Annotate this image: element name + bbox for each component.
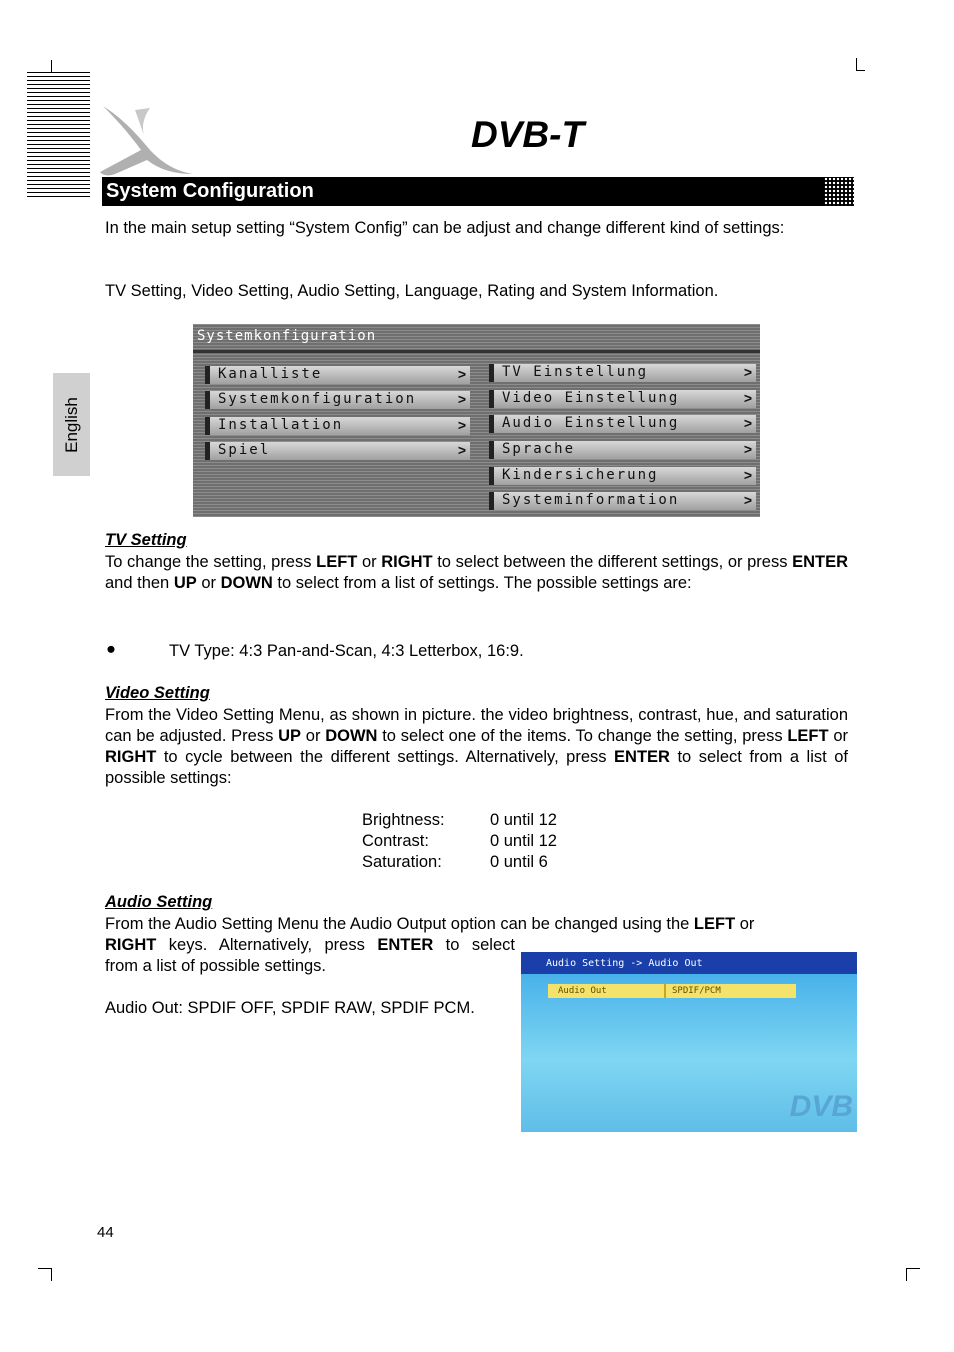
menu-item <box>489 441 756 459</box>
page-number: 44 <box>97 1224 114 1241</box>
chevron-right-icon: > <box>743 364 752 380</box>
tv-setting-heading: TV Setting <box>105 531 187 549</box>
section-title: System Configuration <box>106 180 314 202</box>
crop-mark-bottom-left <box>38 1268 52 1281</box>
menu-item-label: Audio Einstellung <box>502 415 680 431</box>
title-divider <box>193 350 760 353</box>
menu-item-label: Kindersicherung <box>502 467 659 483</box>
screen-title: Audio Setting -> Audio Out <box>546 958 703 969</box>
audio-setting-line2: RIGHT keys. Alternatively, press ENTER to select <box>105 936 515 954</box>
menu-item-label: Sprache <box>502 441 576 457</box>
range-row: Contrast: 0 until 12 <box>362 832 557 850</box>
chevron-right-icon: > <box>457 391 466 407</box>
audio-setting-heading: Audio Setting <box>105 893 213 911</box>
dot-pattern-icon <box>824 177 854 206</box>
audio-out-options: Audio Out: SPDIF OFF, SPDIF RAW, SPDIF PCM. <box>105 999 475 1017</box>
chevron-right-icon: > <box>743 492 752 508</box>
intro-list: TV Setting, Video Setting, Audio Setting, Language, Rating and System Information. <box>105 282 719 300</box>
chevron-right-icon: > <box>457 417 466 433</box>
audio-out-row <box>548 984 796 998</box>
audio-setting-screenshot <box>521 952 857 1132</box>
chevron-right-icon: > <box>743 467 752 483</box>
menu-item <box>205 417 470 435</box>
crop-mark-bottom-right <box>906 1268 920 1281</box>
audio-out-value: SPDIF/PCM <box>672 986 721 996</box>
language-tab <box>53 373 90 476</box>
menu-item <box>205 391 470 409</box>
tv-setting-paragraph: To change the setting, press LEFT or RIGHT to select between the different settings, or press ENTER and then UP or DOWN to select from a list of settings. The possible settings are: <box>105 553 849 592</box>
menu-item-label: Video Einstellung <box>502 390 680 406</box>
menu-item-label: TV Einstellung <box>502 364 649 380</box>
menu-item <box>489 415 756 433</box>
menu-item-label: Systeminformation <box>502 492 680 508</box>
section-header <box>102 177 854 206</box>
chevron-right-icon: > <box>743 441 752 457</box>
screenshot-title: Systemkonfiguration <box>197 328 377 344</box>
menu-item <box>489 492 756 510</box>
menu-item <box>489 364 756 382</box>
menu-item-label: Spiel <box>218 442 271 458</box>
dvb-logo: DVB <box>789 1090 853 1123</box>
audio-setting-line1: From the Audio Setting Menu the Audio Output option can be changed using the LEFT or <box>105 915 755 933</box>
range-row: Brightness: 0 until 12 <box>362 811 557 829</box>
menu-item-label: Kanalliste <box>218 366 323 382</box>
video-setting-heading: Video Setting <box>105 684 210 702</box>
x-logo-icon <box>95 98 195 178</box>
intro-paragraph: In the main setup setting “System Config” can be adjust and change different kind of settings: <box>105 219 785 237</box>
menu-item <box>489 467 756 485</box>
menu-item <box>205 442 470 460</box>
chevron-right-icon: > <box>743 390 752 406</box>
menu-item <box>489 390 756 408</box>
menu-item-label: Installation <box>218 417 344 433</box>
tv-type-bullet: TV Type: 4:3 Pan-and-Scan, 4:3 Letterbox, 16:9. <box>169 642 524 660</box>
chevron-right-icon: > <box>457 366 466 382</box>
audio-setting-line3: from a list of possible settings. <box>105 957 327 975</box>
menu-item <box>205 366 470 384</box>
crop-mark-top-right <box>856 58 865 71</box>
range-row: Saturation: 0 until 6 <box>362 853 548 871</box>
brand-title: DVB-T <box>471 114 585 155</box>
logo-stripes <box>27 72 90 200</box>
bullet-icon: ● <box>106 640 116 658</box>
chevron-right-icon: > <box>743 415 752 431</box>
audio-out-label-cell: Audio Out <box>548 984 666 998</box>
video-ranges <box>362 810 557 873</box>
video-setting-paragraph: From the Video Setting Menu, as shown in picture. the video brightness, contrast, hue, and saturation can be adjusted. Press UP or DOWN to select one of the items. To change the setting, press LEFT or RIGHT to cycle between the different settings. Alternatively, press ENTER to select from a list of possible settings: <box>105 706 849 787</box>
system-config-screenshot <box>193 324 760 517</box>
language-tab-label: English <box>61 396 81 453</box>
menu-item-label: Systemkonfiguration <box>218 391 417 407</box>
chevron-right-icon: > <box>457 442 466 458</box>
